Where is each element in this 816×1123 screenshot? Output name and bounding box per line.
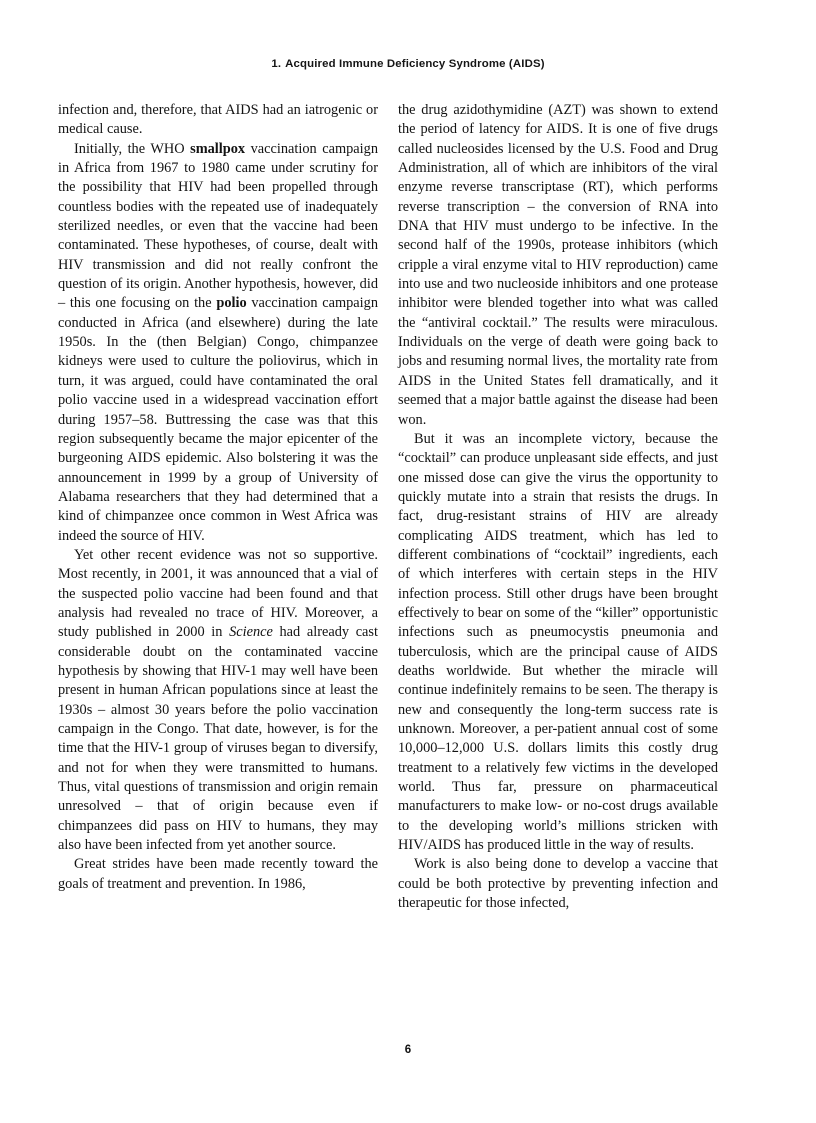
page-number: 6 [404, 1044, 412, 1056]
body-columns [58, 101, 718, 1006]
paragraph: the drug azidothymidine (AZT) was shown to extend the period of latency for AIDS. It is one of five drugs called nucleosides licensed by the U.S. Food and Drug Administration, all of which are inhibitors of the viral enzyme reverse transcriptase (RT), which performs reverse transcription – the conversion of RNA into DNA that HIV must undergo to be infective. In the second half of the 1990s, protease inhibitors (which cripple a viral enzyme vital to HIV reproduction) came into use and two nucleoside inhibitors and one protease inhibitor were blended together into what was called the “antiviral cocktail.” The results were miraculous. Individuals on the verge of death were going back to jobs and resuming normal lives, the mortality rate from AIDS in the United States fell dramatically, and it seemed that a major battle against the disease had been won. [398, 102, 718, 428]
right-column [398, 101, 718, 1006]
paragraph: Yet other recent evidence was not so supportive. Most recently, in 2001, it was announced that a vial of the suspected polio vaccine had been found and that analysis had revealed no trace of HIV. Moreover, a study published in 2000 in Science had already cast considerable doubt on the contaminated vaccine hypothesis by showing that HIV-1 may well have been present in human African populations since at least the 1930s – almost 30 years before the polio vaccination campaign in the Congo. That date, however, is for the time that the HIV-1 group of viruses began to diversify, and not for when they were transmitted to humans. Thus, vital questions of transmission and origin remain unresolved – that of origin because even if chimpanzees did pass on HIV to humans, they may also have been infected from yet another source. [58, 546, 378, 854]
paragraph: But it was an incomplete victory, because the “cocktail” can produce unpleasant side effects, and just one missed dose can give the virus the opportunity to quickly mutate into a strain that resists the drugs. In fact, drug-resistant strains of HIV are already complicating AIDS treatment, which has led to different combinations of “cocktail” ingredients, each of which interferes with certain steps in the HIV infection process. Still other drugs have been brought effectively to bear on some of the “killer” opportunistic infections such as pneumocystis pneumonia and tuberculosis, which are the principal cause of AIDS deaths worldwide. But whether the miracle will continue indefinitely remains to be seen. The therapy is new and consequently the long-term success rate is unknown. Moreover, a per-patient annual cost of some 10,000–12,000 U.S. dollars limits this costly drug treatment to a relatively few victims in the developed world. Thus far, pressure on pharmaceutical manufacturers to make low- or no-cost drugs available to the developing world’s millions stricken with HIV/AIDS has produced little in the way of results. [398, 430, 718, 854]
page-folio [0, 1044, 816, 1056]
paragraph: Great strides have been made recently toward the goals of treatment and prevention. In 1986, [58, 856, 378, 892]
paragraph: infection and, therefore, that AIDS had an iatrogenic or medical cause. [58, 102, 378, 138]
left-column [58, 101, 378, 1006]
running-head-chapter-number: 1. [271, 58, 282, 70]
paragraph: Work is also being done to develop a vaccine that could be both protective by preventing infection and therapeutic for those infected, [398, 856, 718, 912]
running-head-chapter-title: Acquired Immune Deficiency Syndrome (AIDS) [285, 58, 545, 70]
paragraph: Initially, the WHO smallpox vaccination campaign in Africa from 1967 to 1980 came under scrutiny for the possibility that HIV had been propelled through countless bodies with the repeated use of inadequately sterilized needles, or even that the vaccine had been contaminated. These hypotheses, of course, dealt with HIV transmission and did not really confront the question of its origin. Another hypothesis, however, did – this one focusing on the polio vaccination campaign conducted in Africa (and elsewhere) during the late 1950s. In the (then Belgian) Congo, chimpanzee kidneys were used to culture the poliovirus, which in turn, it was argued, could have contaminated the oral polio vaccine used in a widespread vaccination effort during 1957–58. Buttressing the case was that this region subsequently became the major epicenter of the burgeoning AIDS epidemic. Also bolstering it was the announcement in 1999 by a group of University of Alabama researchers that they had determined that a kind of chimpanzee once common in West Africa was indeed the source of HIV. [58, 140, 378, 544]
running-head [0, 58, 816, 70]
